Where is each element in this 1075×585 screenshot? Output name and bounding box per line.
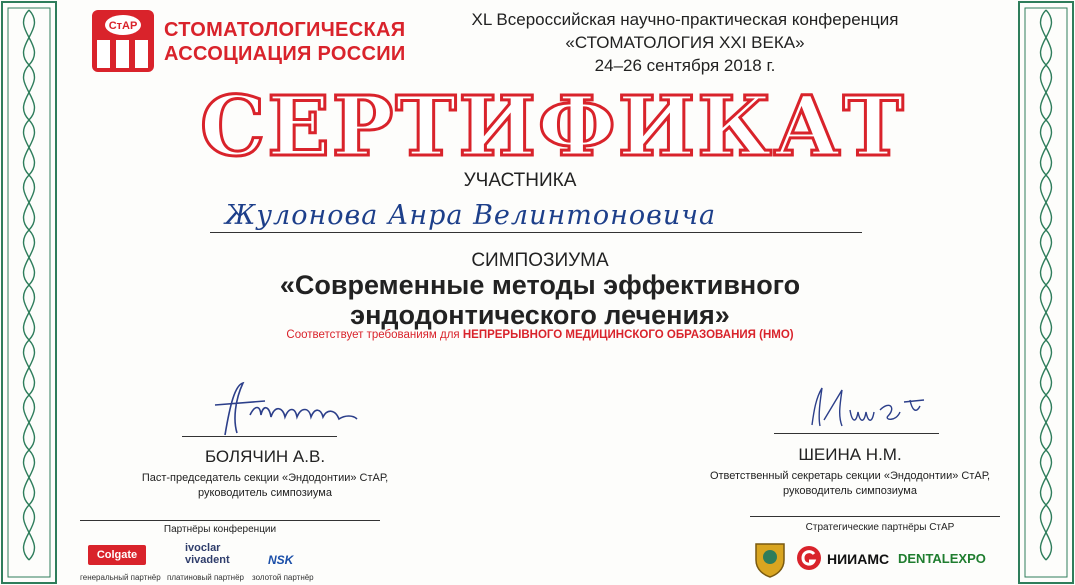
conference-dates: 24–26 сентября 2018 г. <box>594 56 776 75</box>
signer-role-line1: Ответственный секретарь секции «Эндодонтии» СтАР, <box>709 470 991 482</box>
signature-sheina <box>800 380 940 435</box>
nsk-logo: NSK <box>268 553 294 567</box>
organization-name-line2: АССОЦИАЦИЯ РОССИИ <box>164 43 406 65</box>
signature-boliachin <box>205 375 360 445</box>
signer-left <box>120 447 410 501</box>
ivoclar-logo-line2: vivadent <box>185 554 230 566</box>
organization-name-line1: СТОМАТОЛОГИЧЕСКАЯ <box>164 19 406 41</box>
partner-role-platinum: платиновый партнёр <box>167 573 244 582</box>
coat-of-arms-icon <box>752 540 788 578</box>
signer-role-line1: Паст-председатель секции «Эндодонтии» СтАР, <box>141 472 389 484</box>
ornamental-border-right <box>1017 0 1075 585</box>
partner-role-gold: золотой партнёр <box>252 573 314 582</box>
signer-name: БОЛЯЧИН А.В. <box>204 447 326 466</box>
ornamental-border-left <box>0 0 58 585</box>
participant-name: Жулонова Анра Велинтоновича <box>225 200 717 231</box>
symposium-title <box>190 270 890 330</box>
nmo-note <box>160 329 920 341</box>
niiams-logo: НИИАМС <box>827 551 890 567</box>
signature-line-left <box>182 436 337 437</box>
conference-title: XL Всероссийская научно-практическая конференция <box>471 10 899 29</box>
symposium-title-line2: эндодонтического лечения» <box>350 300 730 330</box>
colgate-logo: Colgate <box>88 545 146 565</box>
signer-role-line2: руководитель симпозиума <box>198 487 332 499</box>
conference-name: «СТОМАТОЛОГИЯ XXI ВЕКА» <box>565 33 805 52</box>
signature-line-right <box>774 433 939 434</box>
dentalexpo-logo: DENTALEXPO <box>898 551 986 566</box>
conference-header <box>390 8 980 77</box>
nmo-highlight: НЕПРЕРЫВНОГО МЕДИЦИНСКОГО ОБРАЗОВАНИЯ (НМО) <box>462 329 794 341</box>
signer-name: ШЕИНА Н.М. <box>798 445 902 464</box>
ivoclar-logo-line1: ivoclar <box>185 542 221 554</box>
name-underline <box>210 232 862 233</box>
certificate-title: СЕРТИФИКАТ <box>200 79 906 175</box>
strategic-partners-heading: Стратегические партнёры СтАР <box>805 522 955 533</box>
partners-divider-right <box>750 516 1000 517</box>
organization-name <box>164 18 406 66</box>
logo-lettering: СтАР <box>108 20 138 32</box>
partner-role-general: генеральный партнёр <box>80 573 161 582</box>
g-mark-icon <box>796 545 822 571</box>
partners-divider-left <box>80 520 380 521</box>
ivoclar-vivadent-logo <box>185 542 230 566</box>
signer-right <box>685 445 1015 499</box>
nmo-prefix: Соответствует требованиям для <box>286 329 463 341</box>
signer-role-line2: руководитель симпозиума <box>783 485 917 497</box>
partners-heading: Партнёры конференции <box>163 524 277 535</box>
participant-label: УЧАСТНИКА <box>463 170 577 191</box>
star-association-logo <box>92 10 154 72</box>
symposium-label: СИМПОЗИУМА <box>471 250 609 271</box>
symposium-title-line1: «Современные методы эффективного <box>279 270 801 300</box>
